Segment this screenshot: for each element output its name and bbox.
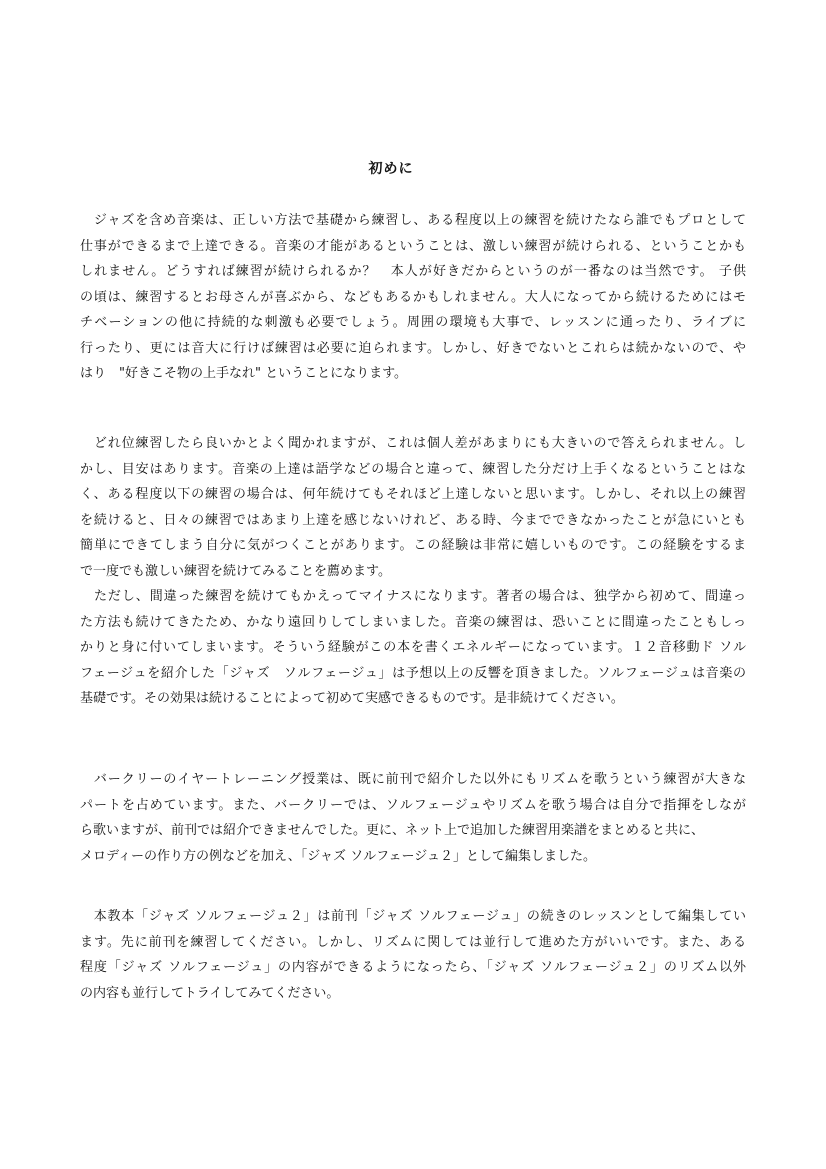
text-line: ジャズを含め音楽は、正しい方法で基礎から練習し、ある程度以上の練習を続けたなら誰でもプロとして <box>80 213 746 228</box>
text-line: パートを占めています。また、バークリーでは、ソルフェージュやリズムを歌う場合は自分で指揮をしなが <box>80 797 746 813</box>
text-line: の内容も並行してトライしてみてください。 <box>80 985 340 1001</box>
text-line: た方法も続けてきたため、かなり遠回りしてしまいました。音楽の練習は、恐いことに間違ったこともしっ <box>80 614 746 630</box>
text-line: 簡単にできてしまう自分に気がつくことがあります。この経験は非常に嬉しいものです。この経験をするま <box>80 538 746 553</box>
text-line: 程度「ジャズ ソルフェージュ」の内容ができるようになったら、「ジャズ ソルフェージュ２」のリズム以外 <box>80 960 746 975</box>
paragraph-3 <box>80 767 746 869</box>
paragraph-4 <box>80 904 746 1006</box>
text-line: はり "好きこそ物の上手なれ" ということになります。 <box>80 366 408 381</box>
text-line: ら歌いますが、前刊では紹介できませんでした。更に、ネット上で追加した練習用楽譜をまとめると共に、 <box>80 823 705 838</box>
text-line: 仕事ができるまで上達できる。音楽の才能があるということは、激しい練習が続けられる、ということかも <box>80 238 746 254</box>
text-line: 行ったり、更には音大に行けば練習は必要に迫られます。しかし、好きでないとこれらは続かないので、や <box>80 340 746 356</box>
text-line: く、ある程度以下の練習の場合は、何年続けてもそれほど上達しないと思います。しかし、それ以上の練習 <box>80 487 746 502</box>
text-line: フェージュを紹介した「ジャズ ソルフェージュ」は予想以上の反響を頂きました。ソルフェージュは音楽の <box>80 665 746 681</box>
text-line: ただし、間違った練習を続けてもかえってマイナスになります。著者の場合は、独学から初めて、間違っ <box>80 589 746 604</box>
text-line: ます。先に前刊を練習してください。しかし、リズムに関しては並行して進めた方がいいです。また、ある <box>80 934 746 950</box>
text-line: かし、目安はあります。音楽の上達は語学などの場合と違って、練習した分だけ上手くなるということはな <box>80 461 746 477</box>
text-line: バークリーのイヤートレーニング授業は、既に前刊で紹介した以外にもリズムを歌うという練習が大きな <box>80 772 746 787</box>
text-line: 基礎です。その効果は続けることによって初めて実感できるものです。是非続けてください。 <box>80 691 624 706</box>
text-line: かりと身に付いてしまいます。そういう経験がこの本を書くエネルギーになっています。１２音移動ド ソル <box>80 640 746 655</box>
text-line: チベーションの他に持続的な刺激も必要でしょう。周囲の環境も大事で、レッスンに通ったり、ライブに <box>80 315 746 330</box>
page-title: 初めに <box>368 161 414 177</box>
paragraph-2 <box>80 431 746 712</box>
paragraph-1 <box>80 208 746 387</box>
text-line: メロディーの作り方の例などを加え、「ジャズ ソルフェージュ２」として編集しました。 <box>80 848 596 864</box>
text-line: しれません。どうすれば練習が続けられるか？ 本人が好きだからというのが一番なのは当然です。 子供 <box>80 264 746 279</box>
text-line: の頃は、練習するとお母さんが喜ぶから、などもあるかもしれません。大人になってから続けるためにはモ <box>80 289 746 305</box>
text-line: 本教本「ジャズ ソルフェージュ２」は前刊「ジャズ ソルフェージュ」の続きのレッスンとして編集してい <box>80 909 746 924</box>
text-line: を続けると、日々の練習ではあまり上達を感じないけれど、ある時、今までできなかったことが急にいとも <box>80 512 746 528</box>
text-line: どれ位練習したら良いかとよく聞かれますが、これは個人差があまりにも大きいので答えられません。し <box>80 436 746 451</box>
text-line: で一度でも激しい練習を続けてみることを薦めます。 <box>80 563 391 579</box>
